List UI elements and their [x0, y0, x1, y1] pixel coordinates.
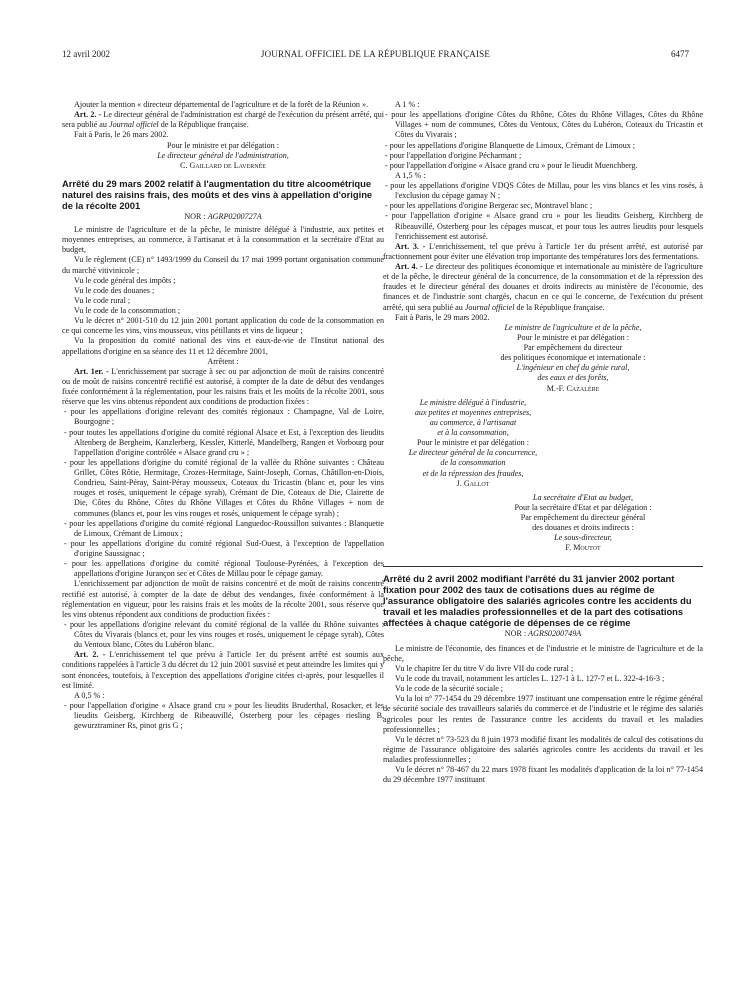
article-text: Le directeur des politiques économique et internationale au ministère de l'agriculture et de la pêche, le directeur général de la concurrence, de la consommation et de la répression des fraudes et le directeur général des douanes et droits indirects au ministère de l'économie, des finances et de l'industrie sont chargés, chacun en ce qui le concerne, de l'exécution du présent arrêté, qui sera publié au [383, 262, 704, 312]
visa: Vu la loi n° 77-1454 du 29 décembre 1977 instituant une compensation entre le régime général de sécurité sociale des travailleurs salariés du commerce et de l'industrie et le régime des salariés agricoles pour les rentes de l'assurance contre les accidents du travail et les maladies professionnelles ; [383, 694, 703, 734]
list-item: - pour l'appellation d'origine Pécharmant ; [385, 150, 522, 160]
article-text: Le directeur général de l'administration est chargé de l'exécution du présent arrêté, qui sera publié au [62, 110, 384, 130]
visa: Vu le décret n° 78-467 du 22 mars 1978 fixant les modalités d'application de la loi n° 77-1454 du 29 décembre 1977 instituant [383, 765, 703, 785]
page-header [0, 0, 751, 66]
article-label: Art. 3. - [395, 241, 426, 251]
article-text: L'enrichissement tel que prévu à l'article 1er du présent arrêté est soumis aux conditions rappelées à l'article 3 du décret du 12 juin 2001 susvisé et peut atteindre les limites qui y sont énoncées, toutefois, à l'exception des appellations d'origine citées ci-après, pour lesquelles il est limité. [62, 650, 384, 690]
article-text: L'enrichissement, tel que prévu à l'article 1er du présent arrêté, est autorisé par fractionnement pour éviter une élévation trop importante des températures lors des fermentations. [383, 241, 703, 261]
list-item: - pour les appellations d'origine du comité régional Toulouse-Pyrénées, à l'exception des appellations d'origine Jurançon sec et Côtes de Millau pour le cépage gamay. [64, 559, 384, 579]
arretent-heading: Arrêtent : [207, 356, 239, 366]
signature-line: de la consommation [440, 458, 506, 468]
paragraph: Ajouter la mention « directeur départemental de l'agriculture et de la forêt de la Réunion ». [74, 100, 369, 109]
list-item: - pour toutes les appellations d'origine du comité régional Alsace et Est, à l'exception des lieudits Altenberg de Bergheim, Kanzlerberg, Kessler, Kitterlé, Mandelberg, Rangen et Vorbourg pour l'appellation d'origine contrôlée « Alsace grand cru » ; [64, 427, 384, 457]
header-journal-title: JOURNAL OFFICIEL DE LA RÉPUBLIQUE FRANÇAISE [260, 49, 491, 59]
article-text: de la République française. [514, 302, 605, 312]
visa: Vu le décret n° 2001-510 du 12 juin 2001 portant application du code de la consommation en ce qui concerne les vins, vins mousseux, vins pétillants et vins de liqueur ; [62, 316, 384, 336]
article-2 [62, 110, 384, 130]
signature-line: Pour le ministre et par délégation : [167, 140, 279, 150]
nor-reference [383, 629, 703, 639]
signature-line: au commerce, à l'artisanat [429, 417, 517, 427]
visa: Vu le décret n° 73-523 du 8 juin 1973 modifié fixant les modalités de calcul des cotisations du régime de l'assurance obligatoire des salariés agricoles contre les accidents du travail et les maladies professionnelles ; [383, 734, 703, 764]
nor-label: NOR : [184, 211, 208, 221]
signature-line: Le directeur général de la concurrence, [408, 448, 538, 458]
signature-date: Fait à Paris, le 26 mars 2002. [74, 130, 169, 140]
article-4 [383, 262, 703, 313]
visa: Vu le code des douanes ; [74, 285, 155, 295]
rate-heading: A 0,5 % : [74, 690, 105, 700]
nor-label: NOR : [504, 628, 529, 638]
signature-line: Le sous-directeur, [554, 533, 612, 543]
signature-line: Le ministre de l'agriculture et de la pêche, [504, 322, 642, 332]
nor-code: AGRP0200727A [207, 211, 262, 221]
article-2 [62, 650, 384, 691]
list-item: - pour les appellations d'origine du comité régional de la vallée du Rhône suivantes : Château Grillet, Côtes Rôtie, Hermitage, Crozes-Hermitage, Saint-Joseph, Cornas, Châtillon-en-Diois, Condrieu, Saint-Péray, Saint-Péray mousseux, Coteaux du Tricastin (blanc et, pour les vins rouges et rosés, uniquement le cépage syrah), Crémant de Die, Coteaux de Die, Clairette de Die, Côtes du Rhône, Côtes du Rhône Villages et Côtes du Rhône Villages + nom de communes (blancs et, pour les vins rouges et rosés, uniquement le cépage syrah) ; [64, 457, 384, 518]
article-label: Art. 2. - [74, 110, 102, 120]
nor-reference [62, 212, 384, 222]
signature-line: aux petites et moyennes entreprises, [414, 407, 532, 417]
visa: Vu le code général des impôts ; [74, 275, 176, 285]
section-divider [383, 566, 703, 567]
list-item: - pour les appellations d'origine VDQS Côtes de Millau, pour les vins blancs et les vins rosés, à l'exclusion du cépage gamay N ; [385, 181, 703, 201]
article-label: Art. 1er. - [74, 366, 109, 376]
visa: Vu le chapitre Ier du titre V du livre VII du code rural ; [395, 663, 574, 673]
article-label: Art. 4. - [395, 262, 423, 271]
article-text: L'enrichissement par sucrage à sec ou par adjonction de moût de raisins concentré ou de moût de raisins concentré rectifié est autorisé, à compter de la date de début des vendanges fixée conformément à la réglementation, pour les raisins frais et les moûts de la récolte 2001, sous réserve que les vins obtenus répondent aux conditions de production fixées : [62, 366, 384, 407]
signature-line: des douanes et droits indirects : [532, 523, 634, 533]
decree-title: Arrêté du 2 avril 2002 modifiant l'arrêté du 31 janvier 2002 portant fixation pour 2002 des taux de cotisations dues au régime de l'assurance obligatoire des salariés agricoles contre les accidents du travail et les maladies professionnelles et de la part des cotisations affectées à chaque catégorie de dépenses de ce régime [383, 572, 692, 628]
nor-code: AGRS0200749A [528, 628, 582, 638]
signature-block-budget [383, 493, 703, 554]
visa: Vu le code rural ; [74, 295, 131, 305]
list [62, 407, 384, 579]
header-date: 12 avril 2002 [62, 49, 110, 59]
signature-line: Par empêchement du directeur général [520, 513, 646, 522]
signature-name: C. Gaillard de Lavernée [180, 160, 266, 170]
preamble: Le ministre de l'agriculture et de la pêche, le ministre délégué à l'industrie, aux petites et moyennes entreprises, au commerce, à l'artisanat et à la consommation et la secrétaire d'Etat au budget, [62, 225, 384, 255]
header-page-number: 6477 [671, 49, 689, 59]
signature-line: Le ministre délégué à l'industrie, [419, 397, 527, 407]
signature-line: Pour le ministre et par délégation : [417, 438, 529, 448]
signature-line: La secrétaire d'Etat au budget, [532, 492, 634, 502]
signature-date: Fait à Paris, le 29 mars 2002. [395, 312, 490, 322]
list-item: - pour les appellations d'origine Blanquette de Limoux, Crémant de Limoux ; [385, 140, 636, 150]
signature-line: des eaux et des forêts, [537, 373, 609, 383]
visa: Vu la proposition du comité national des vins et eaux-de-vie de l'Institut national des appellations d'origine en sa séance des 11 et 12 décembre 2001, [62, 336, 384, 356]
list-item: - pour les appellations d'origine Côtes du Rhône, Côtes du Rhône Villages, Côtes du Rhône Villages + nom de communes, Côtes du Ventoux, Côtes du Lubéron, Coteaux du Tricastin et Côtes du Vivarais ; [385, 110, 703, 140]
signature-line: et de la répression des fraudes, [422, 468, 524, 478]
journal-reference: Journal officiel [108, 120, 159, 130]
signature-name: F. Moutot [565, 543, 601, 553]
visa: Vu le code de la consommation ; [74, 306, 181, 315]
list-item: - pour les appellations d'origine relevant des comités régionaux : Champagne, Val de Loire, Bourgogne ; [64, 407, 384, 427]
list-item: - pour les appellations d'origine relevant du comité régional de la vallée du Rhône suivantes : Côtes du Vivarais (blancs et, pour les vins rouges et rosés, uniquement le cépage syrah), Côtes du Ventoux blanc, Côtes du Lubéron blanc. [64, 619, 384, 650]
visa: Vu le code du travail, notamment les articles L. 127-1 à L. 127-7 et L. 322-4-16-3 ; [395, 674, 665, 683]
rate-heading: A 1 % : [395, 100, 420, 109]
list-item: - pour les appellations d'origine du comité régional Languedoc-Roussillon suivantes : Blanquette de Limoux, Crémant de Limoux ; [64, 518, 384, 538]
list-item: - pour les appellations d'origine Bergerac sec, Montravel blanc ; [385, 201, 593, 211]
decree-title: Arrêté du 29 mars 2002 relatif à l'augmentation du titre alcoométrique naturel des raisins frais, des moûts et des vins à appellation d'origine de la récolte 2001 [62, 177, 373, 211]
signature-line: Pour la secrétaire d'Etat et par délégation : [514, 502, 652, 512]
right-column [383, 100, 703, 785]
visa: Vu le règlement (CE) n° 1493/1999 du Conseil du 17 mai 1999 portant organisation commune du marché vitivinicole ; [62, 255, 384, 275]
signature-line: Pour le ministre et par délégation : [517, 332, 629, 342]
signature-name: M.-F. Cazalère [546, 383, 600, 393]
signature-line: L'ingénieur en chef du génie rural, [516, 363, 630, 373]
signature-line: et à la consommation, [437, 428, 509, 437]
visa: Vu le code de la sécurité sociale ; [395, 684, 504, 694]
article-label: Art. 2. - [74, 650, 106, 660]
article-text: de la République française. [158, 120, 249, 130]
left-column [62, 100, 384, 731]
preamble: Le ministre de l'économie, des finances et de l'industrie et le ministre de l'agriculture et de la pêche, [383, 643, 703, 663]
signature-name: J. Gallot [456, 478, 490, 488]
signature-title: Le directeur général de l'administration, [157, 150, 289, 160]
article-3 [383, 242, 703, 262]
signature-line: Par empêchement du directeur [523, 343, 623, 352]
article-1 [62, 367, 384, 408]
signature-block-industrie [383, 398, 563, 489]
paragraph: L'enrichissement par adjonction de moût de raisins concentré et de moût de raisins concentré rectifié est autorisé, à compter de la date de début des vendanges, fixée conformément à la réglementation en vigueur, pour les raisins frais et les moûts de la récolte 2001, sous réserve que les vins obtenus répondent aux conditions de production fixées : [62, 579, 384, 619]
list-item: - pour l'appellation d'origine « Alsace grand cru » pour le lieudit Muenchberg. [385, 160, 638, 170]
signature-line: des politiques économique et internationale : [500, 353, 646, 363]
journal-reference: Journal officiel [464, 302, 515, 312]
list-item: - pour l'appellation d'origine « Alsace grand cru » pour les lieudits Geisberg, Kirchberg de Ribeauvillé, Osterberg pour les cépages muscat, et pour tous les autres lieudits pour lesquels l'enrichissement est autorisé. [385, 211, 703, 241]
list-item: - pour les appellations d'origine du comité régional Sud-Ouest, à l'exception de l'appellation d'origine Saussignac ; [64, 538, 384, 558]
signature-block-agriculture [383, 323, 703, 394]
rate-heading: A 1,5 % : [395, 170, 426, 180]
list-item: - pour l'appellation d'origine « Alsace grand cru » pour les lieudits Bruderthal, Rosacker, et les lieudits Geisberg, Kirchberg de Ribeauvillé, Osterberg pour les cépages riesling B, gewurztraminer Rs, pinot gris G ; [64, 700, 384, 731]
